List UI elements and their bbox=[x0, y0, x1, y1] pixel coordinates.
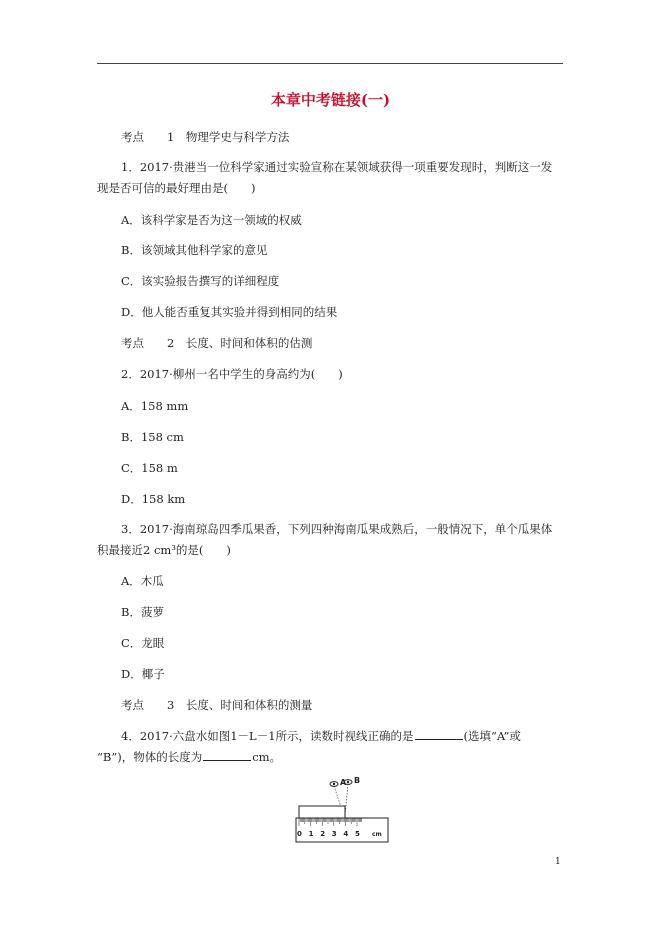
question-4-stem-cont bbox=[97, 749, 281, 765]
answer-blank-1[interactable] bbox=[415, 728, 463, 740]
ruler-tick-label: 3 bbox=[331, 830, 337, 838]
question-4-stem-part-1: 4．2017·六盘水如图1－L－1所示，读数时视线正确的是 bbox=[121, 729, 414, 743]
ruler-tick-label: 5 bbox=[355, 830, 360, 838]
question-3-option-b: B．菠萝 bbox=[121, 605, 164, 619]
ruler-tick-label: 1 bbox=[308, 830, 314, 838]
question-2-option-b: B．158 cm bbox=[121, 430, 184, 444]
ruler-unit-label: cm bbox=[372, 831, 382, 838]
question-3-stem: 3．2017·海南琼岛四季瓜果香，下列四种海南瓜果成熟后，一般情况下，单个瓜果体 bbox=[121, 522, 553, 536]
topic-heading-1: 考点 1 物理学史与科学方法 bbox=[121, 130, 290, 144]
page-number: 1 bbox=[555, 857, 561, 867]
ruler-tick-label: 2 bbox=[320, 830, 326, 838]
question-2-option-a: A．158 mm bbox=[121, 399, 189, 413]
eye-label-b: B bbox=[354, 776, 361, 785]
question-4-stem-part-2: (选填“A”或 bbox=[463, 729, 521, 743]
question-1-option-c: C．该实验报告撰写的详细程度 bbox=[121, 274, 280, 288]
question-2-option-c: C．158 m bbox=[121, 461, 178, 475]
eye-label-a: A bbox=[340, 778, 347, 787]
question-2-option-d: D．158 km bbox=[121, 492, 186, 506]
question-1-stem-cont: 现是否可信的最好理由是( ) bbox=[97, 181, 256, 195]
question-1-option-d: D．他人能否重复其实验并得到相同的结果 bbox=[121, 305, 338, 319]
header-rule bbox=[97, 63, 563, 64]
answer-blank-2[interactable] bbox=[203, 749, 251, 761]
question-3-option-c: C．龙眼 bbox=[121, 636, 165, 650]
question-4-stem bbox=[121, 728, 521, 744]
question-1-stem: 1．2017·贵港当一位科学家通过实验宣称在某领域获得一项重要发现时，判断这一发 bbox=[121, 160, 553, 174]
question-4-stem-part-4: cm。 bbox=[252, 750, 282, 764]
ruler-tick-label: 0 bbox=[297, 830, 302, 838]
measured-block bbox=[299, 806, 345, 818]
eye-a-icon bbox=[330, 782, 338, 787]
question-1-option-a: A．该科学家是否为这一领域的权威 bbox=[121, 213, 302, 227]
ruler-figure bbox=[292, 772, 392, 846]
ruler-tick-label: 4 bbox=[343, 830, 349, 838]
question-3-stem-cont: 积最接近2 cm³的是( ) bbox=[97, 543, 231, 557]
question-3-option-d: D．椰子 bbox=[121, 667, 165, 681]
page-title: 本章中考链接(一) bbox=[270, 91, 391, 109]
question-2-stem: 2．2017·柳州一名中学生的身高约为( ) bbox=[121, 367, 343, 381]
question-3-option-a: A．木瓜 bbox=[121, 574, 164, 588]
question-1-option-b: B．该领域其他科学家的意见 bbox=[121, 243, 268, 257]
topic-heading-2: 考点 2 长度、时间和体积的估测 bbox=[121, 336, 313, 350]
question-4-stem-part-3: “B”)，物体的长度为 bbox=[97, 750, 203, 764]
topic-heading-3: 考点 3 长度、时间和体积的测量 bbox=[121, 698, 313, 712]
